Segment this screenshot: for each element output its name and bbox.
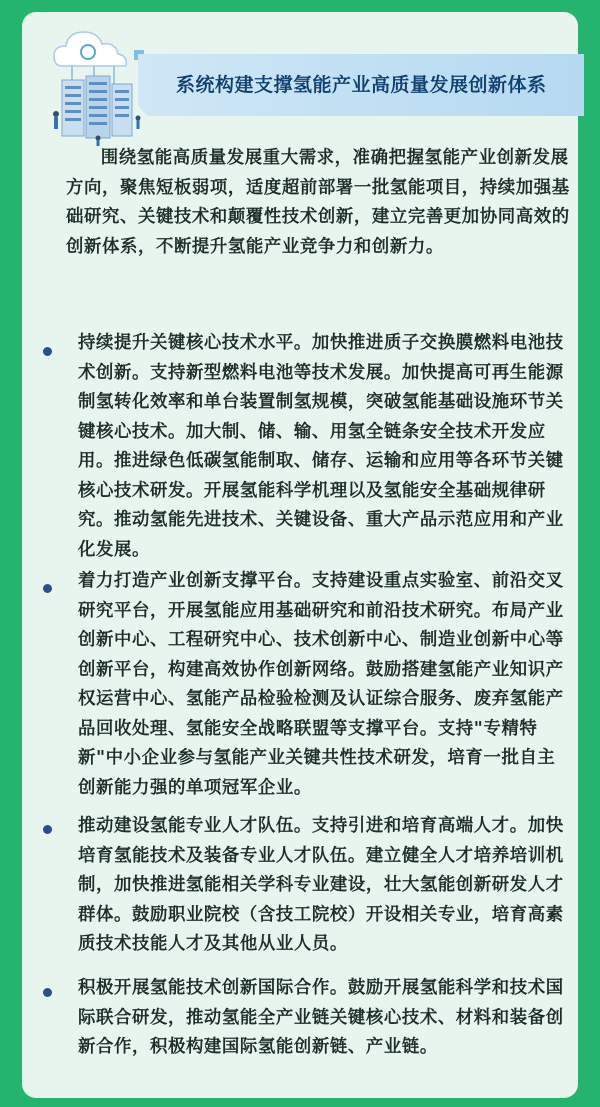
list-item: 积极开展氢能技术创新国际合作。鼓励开展氢能科学和技术国际联合研发，推动氢能全产业链关键核心技术、材料和装备创新合作，积极构建国际氢能创新链、产业链。 bbox=[78, 978, 564, 1057]
bullet-icon bbox=[43, 584, 52, 593]
list-item: 着力打造产业创新支撑平台。支持建设重点实验室、前沿交叉研究平台，开展氢能应用基础研究和前沿技术研究。布局产业创新中心、工程研究中心、技术创新中心、制造业创新中心等创新平台，构建高效协作创新网络。鼓励搭建氢能产业知识产权运营中心、氢能产品检验检测及认证综合服务、废弃氢能产品回收处理、氢能安全战略联盟等支撑平台。支持"专精特新"中小企业参与氢能产业关键共性技术研发，培育一批自主创新能力强的单项冠军企业。 bbox=[78, 571, 564, 798]
bullet-icon bbox=[43, 988, 52, 997]
list-item: 持续提升关键核心技术水平。加快推进质子交换膜燃料电池技术创新。支持新型燃料电池等技术发展。加快提高可再生能源制氢转化效率和单台装置制氢规模，突破氢能基础设施环节关键核心技术。加大制、储、输、用氢全链条安全技术开发应用。推进绿色低碳氢能制取、储存、运输和应用等各环节关键核心技术研发。开展氢能科学机理以及氢能安全基础规律研究。推动氢能先进技术、关键设备、重大产品示范应用和产业化发展。 bbox=[78, 333, 564, 560]
bullet-icon bbox=[43, 347, 52, 356]
page-title: 系统构建支撑氢能产业高质量发展创新体系 bbox=[176, 74, 547, 96]
cloud-server-illustration bbox=[42, 18, 152, 146]
intro-paragraph: 围绕氢能高质量发展重大需求，准确把握氢能产业创新发展方向，聚焦短板弱项，适度超前部署一批氢能项目，持续加强基础研究、关键技术和颠覆性技术创新，建立完善更加协同高效的创新体系，不断提升氢能产业竞争力和创新力。 bbox=[66, 148, 570, 257]
list-item: 推动建设氢能专业人才队伍。支持引进和培育高端人才。加快培育氢能技术及装备专业人才队伍。建立健全人才培养培训机制，加快推进氢能相关学科专业建设，壮大氢能创新研发人才群体。鼓励职业院校（含技工院校）开设相关专业，培育高素质技术技能人才及其他从业人员。 bbox=[78, 816, 564, 954]
bullet-icon bbox=[43, 825, 52, 834]
